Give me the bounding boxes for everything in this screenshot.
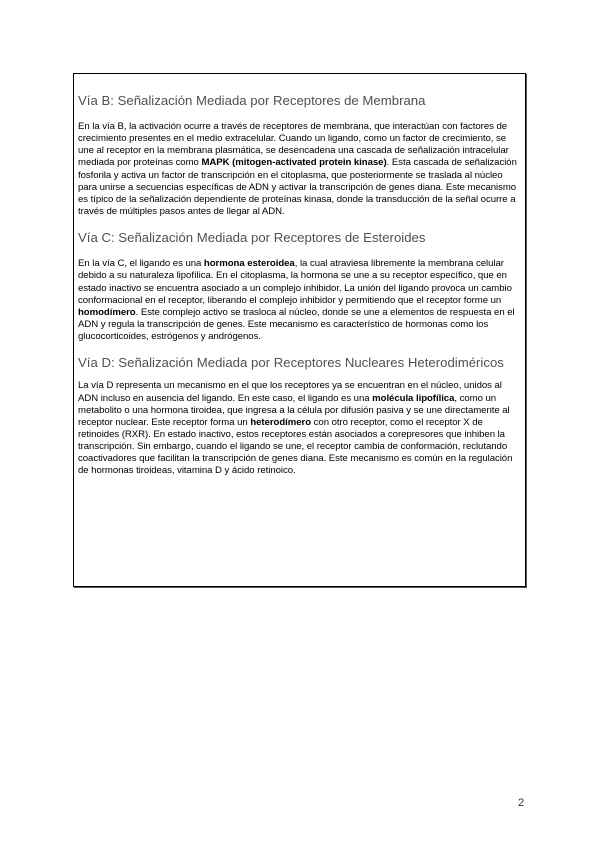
section-title-via-b: Vía B: Señalización Mediada por Receptores de Membrana bbox=[78, 93, 426, 108]
body-text: En la vía B, la activación ocurre a través de receptores de membrana, que interactúan con factores de crecimiento presentes en el medio extracelular. Cuando un ligando, como un factor de crecimiento, se une al receptor en la membrana plasmática, se desencadena una cascada de señalización intracelular mediada por proteínas como bbox=[78, 121, 509, 169]
section-via-c bbox=[78, 229, 520, 343]
body-text: con otro receptor, como el receptor X de retinoides (RXR). En estado inactivo, estos receptores están asociados a corepresores que inhiben la transcripción. Sin embargo, cuando el ligando se une, el receptor cambia de conformación, reclutando coactivadores que facilitan la transcripción de genes diana. Este mecanismo es común en la regulación de hormonas tiroideas, vitamina D y ácido retinoico. bbox=[78, 416, 513, 477]
content-box bbox=[73, 73, 526, 587]
bold-term-mapk: MAPK (mitogen-activated protein kinase) bbox=[201, 157, 387, 169]
section-via-b bbox=[78, 92, 520, 218]
bold-term-heterodimero: heterodímero bbox=[250, 416, 312, 428]
section-body-via-c bbox=[78, 258, 520, 343]
body-text: , la cual atraviesa libremente la membrana celular debido a su naturaleza lipofílica. En el citoplasma, la hormona se une a su receptor específico, que en estado inactivo se encuentra asociado a un complejo inhibidor. La unión del ligando provoca un cambio conformacional en el receptor, liberando el complejo inhibidor y permitiendo que el receptor forme un bbox=[78, 258, 512, 306]
body-text: . Esta cascada de señalización fosforila y activa un factor de transcripción en el citoplasma, que posteriormente se traslada al núcleo para unirse a secuencias específicas de ADN y activar la transcripción de genes diana. Este mecanismo es típico de la señalización dependiente de proteínas kinasa, donde la transducción de la señal ocurre a través de múltiples pasos antes de llegar al ADN. bbox=[78, 157, 517, 218]
section-body-via-b bbox=[78, 121, 520, 218]
bold-term-molecula-lipofilica: molécula lipofílica bbox=[372, 392, 455, 404]
body-text: En la vía C, el ligando es una bbox=[78, 258, 204, 270]
section-title-via-c: Vía C: Señalización Mediada por Receptores de Esteroides bbox=[78, 230, 426, 246]
section-title-via-d: Vía D: Señalización Mediada por Receptores Nucleares Heterodiméricos bbox=[78, 355, 504, 371]
bold-term-hormona-esteroidea: hormona esteroidea bbox=[203, 258, 295, 270]
bold-term-homodimero: homodímero bbox=[78, 306, 136, 318]
page-number: 2 bbox=[518, 797, 525, 809]
section-body-via-d bbox=[78, 380, 520, 477]
body-text: . Este complejo activo se trasloca al núcleo, donde se une a elementos de respuesta en el ADN y regula la transcripción de genes. Este mecanismo es característico de hormonas como los glucocorticoides, estrógenos y andrógenos. bbox=[78, 306, 515, 343]
body-text: La vía D representa un mecanismo en el que los receptores ya se encuentran en el núcleo, unidos al ADN incluso en ausencia del ligando. En este caso, el ligando es una bbox=[78, 380, 502, 404]
body-text: , como un metabolito o una hormona tiroidea, que ingresa a la célula por difusión pasiva y se une directamente al receptor nuclear. Este receptor forma un bbox=[78, 392, 510, 428]
section-via-d bbox=[78, 354, 520, 477]
